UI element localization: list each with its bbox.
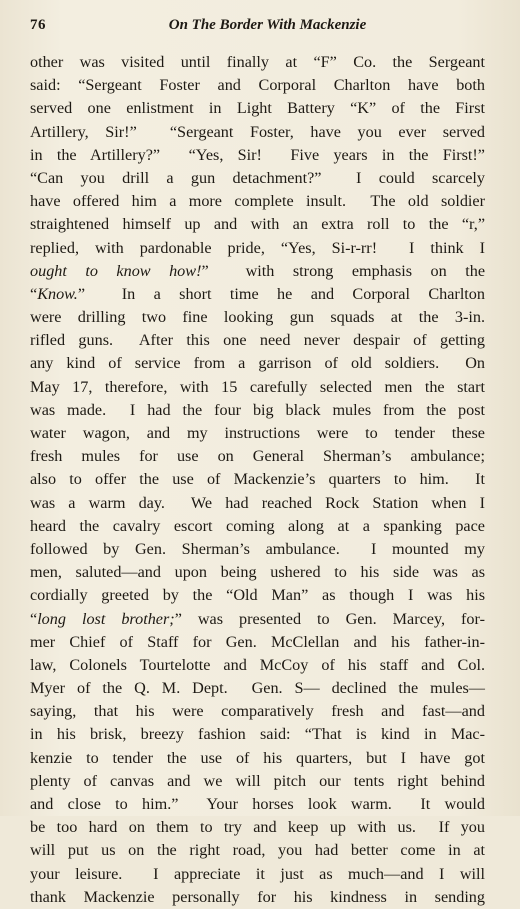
text-line bbox=[30, 97, 485, 120]
text-line bbox=[30, 538, 485, 561]
text-line bbox=[30, 700, 485, 723]
text-run: and close to him.” Your horses look warm. It would bbox=[30, 795, 485, 813]
text-run: kenzie to tender the use of his quarters, but I have got bbox=[30, 748, 485, 767]
text-run: replied, with pardonable pride, “Yes, Si-r-rr! I think I bbox=[30, 238, 485, 257]
text-run: men, saluted—and upon being ushered to his side was as bbox=[30, 563, 485, 582]
body-text bbox=[30, 51, 485, 909]
text-line bbox=[30, 608, 485, 631]
text-line bbox=[30, 399, 485, 422]
text-line bbox=[30, 376, 485, 399]
text-run: law, Colonels Tourtelotte and McCoy of his staff and Col. bbox=[30, 655, 485, 674]
text-run: “Can you drill a gun detachment?” I could scarcely bbox=[30, 168, 485, 187]
text-run: ” In a short time he and Corporal Charlton bbox=[77, 284, 485, 303]
text-run: be too hard on them to try and keep up with us. If you bbox=[30, 818, 485, 837]
text-line bbox=[30, 306, 485, 329]
text-run: cordially greeted by the “Old Man” as though I was his bbox=[30, 586, 485, 605]
text-line bbox=[30, 190, 485, 213]
text-run: Artillery, Sir!” “Sergeant Foster, have you ever served bbox=[30, 122, 485, 141]
text-line bbox=[30, 352, 485, 375]
text-line bbox=[30, 654, 485, 677]
text-line bbox=[30, 677, 485, 700]
text-run: “ bbox=[30, 284, 38, 303]
text-run: heard the cavalry escort coming along at a spanking pace bbox=[30, 516, 485, 535]
text-line bbox=[30, 492, 485, 515]
italic-text: Know. bbox=[37, 284, 78, 303]
text-line bbox=[30, 445, 485, 468]
italic-text: ought to know how! bbox=[30, 261, 202, 280]
text-line bbox=[30, 770, 485, 793]
page-header bbox=[30, 17, 485, 39]
text-line bbox=[30, 213, 485, 236]
text-line bbox=[30, 839, 485, 862]
text-line bbox=[30, 723, 485, 746]
text-line bbox=[30, 816, 485, 839]
text-run: thank Mackenzie personally for his kindness in sending bbox=[30, 887, 485, 906]
text-run: saying, that his were comparatively fresh and fast—and bbox=[30, 702, 485, 721]
text-line bbox=[30, 515, 485, 538]
text-line bbox=[30, 863, 485, 886]
text-run: straightened himself up and with an extra roll to the “r,” bbox=[30, 215, 485, 234]
text-run: fresh mules for use on General Sherman’s ambulance; bbox=[30, 447, 485, 466]
text-line bbox=[30, 260, 485, 283]
text-line bbox=[30, 886, 485, 909]
text-run: in his brisk, breezy fashion said: “That is kind in Mac- bbox=[30, 725, 485, 744]
text-line bbox=[30, 631, 485, 654]
text-line bbox=[30, 51, 485, 74]
text-line bbox=[30, 561, 485, 584]
text-run: your leisure. I appreciate it just as much—and I will bbox=[30, 864, 485, 883]
text-run: also to offer the use of Mackenzie’s quarters to him. It bbox=[30, 470, 485, 489]
text-line bbox=[30, 167, 485, 190]
text-line bbox=[30, 283, 485, 306]
text-run: said: “Sergeant Foster and Corporal Charlton have both bbox=[30, 76, 485, 95]
text-run: plenty of canvas and we will pitch our tents right behind bbox=[30, 771, 485, 790]
text-line bbox=[30, 144, 485, 167]
text-run: in the Artillery?” “Yes, Sir! Five years in the First!” bbox=[30, 145, 485, 164]
text-run: Myer of the Q. M. Dept. Gen. S— declined the mules— bbox=[30, 679, 485, 698]
text-run: ” was presented to Gen. Marcey, for- bbox=[174, 609, 485, 628]
text-run: any kind of service from a garrison of old soldiers. On bbox=[30, 354, 485, 373]
italic-text: long lost brother; bbox=[37, 609, 175, 628]
text-line bbox=[30, 793, 485, 816]
text-run: water wagon, and my instructions were to tender these bbox=[30, 424, 485, 442]
text-run: “ bbox=[30, 609, 38, 628]
text-run: rifled guns. After this one need never despair of getting bbox=[30, 331, 485, 350]
text-line bbox=[30, 121, 485, 144]
text-line bbox=[30, 468, 485, 491]
text-run: mer Chief of Staff for Gen. McClellan and his father-in- bbox=[30, 632, 485, 651]
text-run: were drilling two fine looking gun squads at the 3-in. bbox=[30, 308, 485, 327]
text-line bbox=[30, 747, 485, 770]
text-line bbox=[30, 74, 485, 97]
text-run: served one enlistment in Light Battery “K” of the First bbox=[30, 99, 485, 118]
text-run: will put us on the right road, you had better come in at bbox=[30, 841, 485, 860]
text-run: ” with strong emphasis on the bbox=[201, 261, 486, 280]
text-run: other was visited until finally at “F” Co. the Sergeant bbox=[30, 53, 485, 71]
text-run: was a warm day. We had reached Rock Station when I bbox=[30, 493, 485, 512]
text-line bbox=[30, 329, 485, 352]
text-run: have offered him a more complete insult. The old soldier bbox=[30, 192, 485, 211]
text-run: May 17, therefore, with 15 carefully selected men the start bbox=[30, 377, 485, 396]
running-title: On The Border With Mackenzie bbox=[168, 17, 367, 33]
text-line bbox=[30, 237, 485, 260]
text-run: followed by Gen. Sherman’s ambulance. I mounted my bbox=[30, 539, 485, 558]
text-line bbox=[30, 584, 485, 607]
page-number: 76 bbox=[30, 17, 46, 33]
text-line bbox=[30, 422, 485, 445]
text-run: was made. I had the four big black mules from the post bbox=[30, 400, 485, 419]
